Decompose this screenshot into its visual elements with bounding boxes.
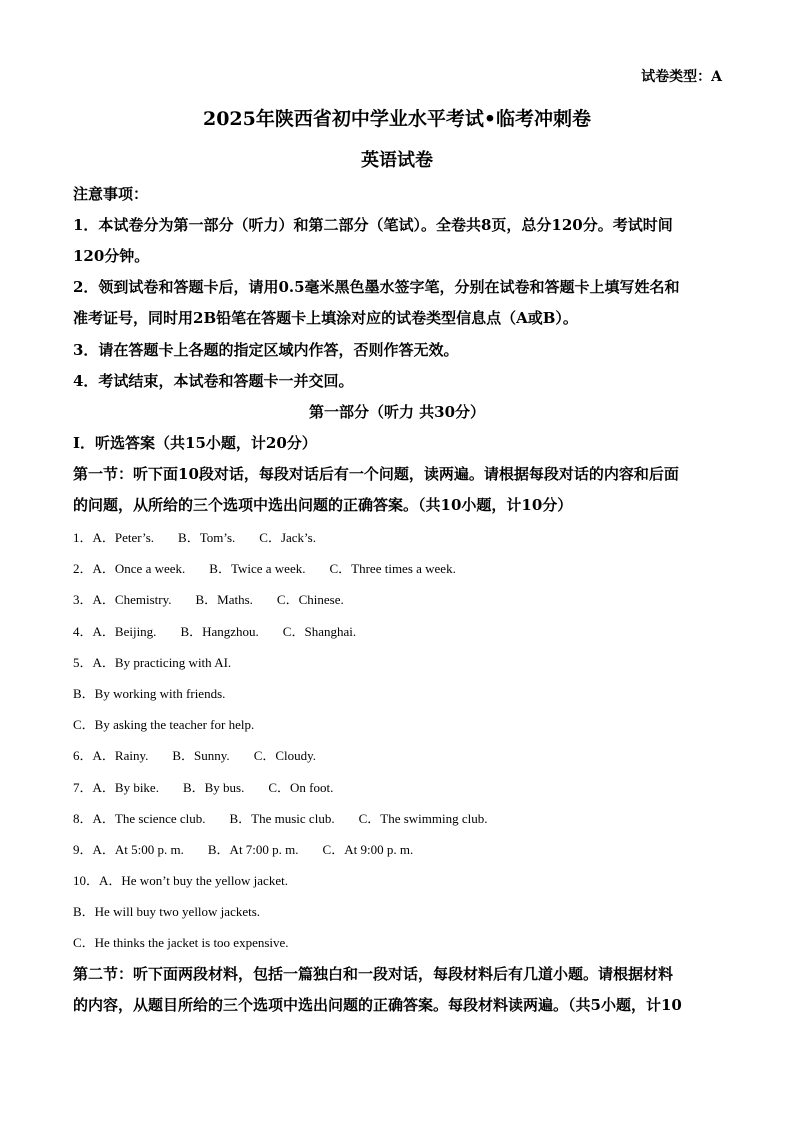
question-7 [73, 777, 722, 796]
option-b: B．By bus. [182, 780, 245, 795]
notice-item: 2．领到试卷和答题卡后，请用0.5毫米黑色墨水签字笔，分别在试卷和答题卡上填写姓名和 [73, 278, 680, 296]
exam-title: 2025年陕西省初中学业水平考试•临考冲刺卷 [202, 108, 592, 130]
part-one-heading: 第一部分（听力 共30分） [308, 403, 486, 421]
notice-heading: 注意事项： [73, 185, 149, 203]
option-b: B．Sunny. [172, 748, 230, 763]
option-a: A．By bike. [92, 780, 159, 795]
exam-subtitle: 英语试卷 [361, 150, 433, 171]
section-two-intro: 第二节：听下面两段材料，包括一篇独白和一段对话，每段材料后有几道小题。请根据材料 [73, 965, 674, 983]
notice-item: 120分钟。 [73, 247, 150, 265]
option-c: C．Jack’s. [259, 530, 316, 545]
question-number: 3． [73, 592, 93, 607]
question-number: 4． [73, 624, 93, 639]
option-a: A．Chemistry. [92, 592, 172, 607]
option-a: A．Peter’s. [92, 530, 155, 545]
question-10 [73, 870, 722, 889]
section-one-intro: 的问题，从所给的三个选项中选出问题的正确答案。（共10小题，计10分） [73, 496, 573, 514]
option-a: A．Rainy. [92, 748, 149, 763]
question-number: 2． [73, 561, 93, 576]
option-b: B．By working with friends. [73, 686, 226, 701]
option-b: B．Twice a week. [209, 561, 306, 576]
question-number: 8． [73, 811, 93, 826]
section-title: Ⅰ．听选答案（共15小题，计20分） [73, 434, 317, 452]
option-c: C．On foot. [268, 780, 334, 795]
option-b: B．Hangzhou. [180, 624, 259, 639]
section-one-intro: 第一节：听下面10段对话，每段对话后有一个问题，读两遍。请根据每段对话的内容和后面 [73, 465, 679, 483]
option-b: B．He will buy two yellow jackets. [73, 904, 261, 919]
option-c: C．Three times a week. [329, 561, 456, 576]
question-number: 1． [73, 530, 93, 545]
question-3 [73, 589, 722, 608]
option-a: A．Once a week. [92, 561, 186, 576]
option-c: C．The swimming club. [358, 811, 488, 826]
option-a: A．The science club. [92, 811, 206, 826]
paper-type-label: 试卷类型：A [641, 69, 722, 85]
option-a: A．Beijing. [92, 624, 157, 639]
notice-item: 3．请在答题卡上各题的指定区域内作答，否则作答无效。 [73, 341, 459, 359]
option-a: A．He won’t buy the yellow jacket. [99, 873, 288, 888]
question-number: 9． [73, 842, 93, 857]
question-number: 6． [73, 748, 93, 763]
question-4 [73, 621, 722, 640]
question-5 [73, 652, 722, 671]
option-c: C．Shanghai. [282, 624, 357, 639]
question-number: 10． [73, 873, 100, 888]
option-a: A．At 5:00 p. m. [92, 842, 184, 857]
notice-item: 准考证号，同时用2B铅笔在答题卡上填涂对应的试卷类型信息点（A或B）。 [73, 309, 578, 327]
section-two-intro: 的内容，从题目所给的三个选项中选出问题的正确答案。每段材料读两遍。（共5小题，计10 [73, 996, 682, 1014]
question-8 [73, 808, 722, 827]
notice-item: 1．本试卷分为第一部分（听力）和第二部分（笔试）。全卷共8页，总分120分。考试时间 [73, 216, 673, 234]
question-number: 7． [73, 780, 93, 795]
option-c: C．By asking the teacher for help. [73, 717, 255, 732]
question-1 [73, 527, 722, 546]
option-c: C．Chinese. [276, 592, 344, 607]
question-number: 5． [73, 655, 93, 670]
notice-item: 4．考试结束，本试卷和答题卡一并交回。 [73, 372, 354, 390]
option-c: C．At 9:00 p. m. [322, 842, 414, 857]
option-b: B．At 7:00 p. m. [207, 842, 299, 857]
question-6 [73, 745, 722, 764]
option-b: B．Tom’s. [178, 530, 236, 545]
question-2 [73, 558, 722, 577]
option-c: C．He thinks the jacket is too expensive. [73, 935, 289, 950]
option-a: A．By practicing with AI. [92, 655, 232, 670]
option-b: B．The music club. [229, 811, 335, 826]
option-b: B．Maths. [195, 592, 253, 607]
option-c: C．Cloudy. [253, 748, 317, 763]
question-9 [73, 839, 722, 858]
